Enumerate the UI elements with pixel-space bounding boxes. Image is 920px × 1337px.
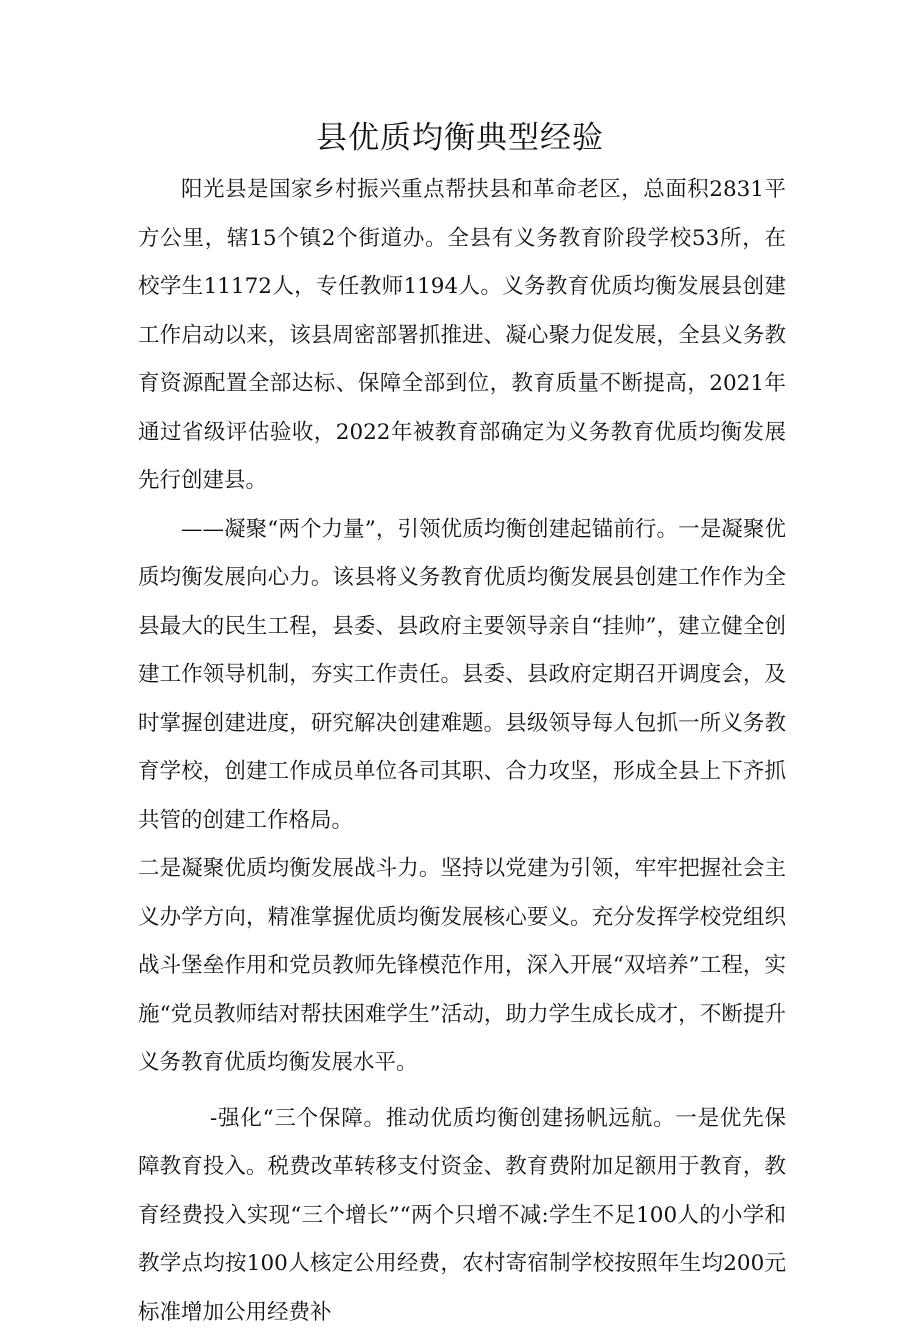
- document-body: [138, 166, 786, 1337]
- paragraph-county-overview: 阳光县是国家乡村振兴重点帮扶县和革命老区，总面积2831平方公里，辖15个镇2个街道办。全县有义务教育阶段学校53所，在校学生11172人，专任教师1194人。义务教育优质均衡发展县创建工作启动以来，该县周密部署抓推进、凝心聚力促发展，全县义务教育资源配置全部达标、保障全部到位，教育质量不断提高，2021年通过省级评估验收，2022年被教育部确定为义务教育优质均衡发展先行创建县。: [138, 166, 786, 506]
- paragraph-combat-force: 二是凝聚优质均衡发展战斗力。坚持以党建为引领，牢牢把握社会主义办学方向，精准掌握优质均衡发展核心要义。充分发挥学校党组织战斗堡垒作用和党员教师先锋模范作用，深入开展“双培养”工程，实施“党员教师结对帮扶困难学生”活动，助力学生成长成才，不断提升义务教育优质均衡发展水平。: [138, 845, 786, 1088]
- paragraph-two-forces: ——凝聚“两个力量”，引领优质均衡创建起锚前行。一是凝聚优质均衡发展向心力。该县将义务教育优质均衡发展县创建工作作为全县最大的民生工程，县委、县政府主要领导亲自“挂帅”，建立健全创建工作领导机制，夯实工作责任。县委、县政府定期召开调度会，及时掌握创建进度，研究解决创建难题。县级领导每人包抓一所义务教育学校，创建工作成员单位各司其职、合力攻坚，形成全县上下齐抓共管的创建工作格局。: [138, 506, 786, 846]
- paragraph-three-guarantees: -强化“三个保障。推动优质均衡创建扬帆远航。一是优先保障教育投入。税费改革转移支付资金、教育费附加足额用于教育，教育经费投入实现“三个增长”“两个只增不减:学生不足100人的小学和教学点均按100人核定公用经费，农村寄宿制学校按照年生均200元标准增加公用经费补: [138, 1095, 786, 1337]
- document-title: 县优质均衡典型经验: [0, 114, 920, 162]
